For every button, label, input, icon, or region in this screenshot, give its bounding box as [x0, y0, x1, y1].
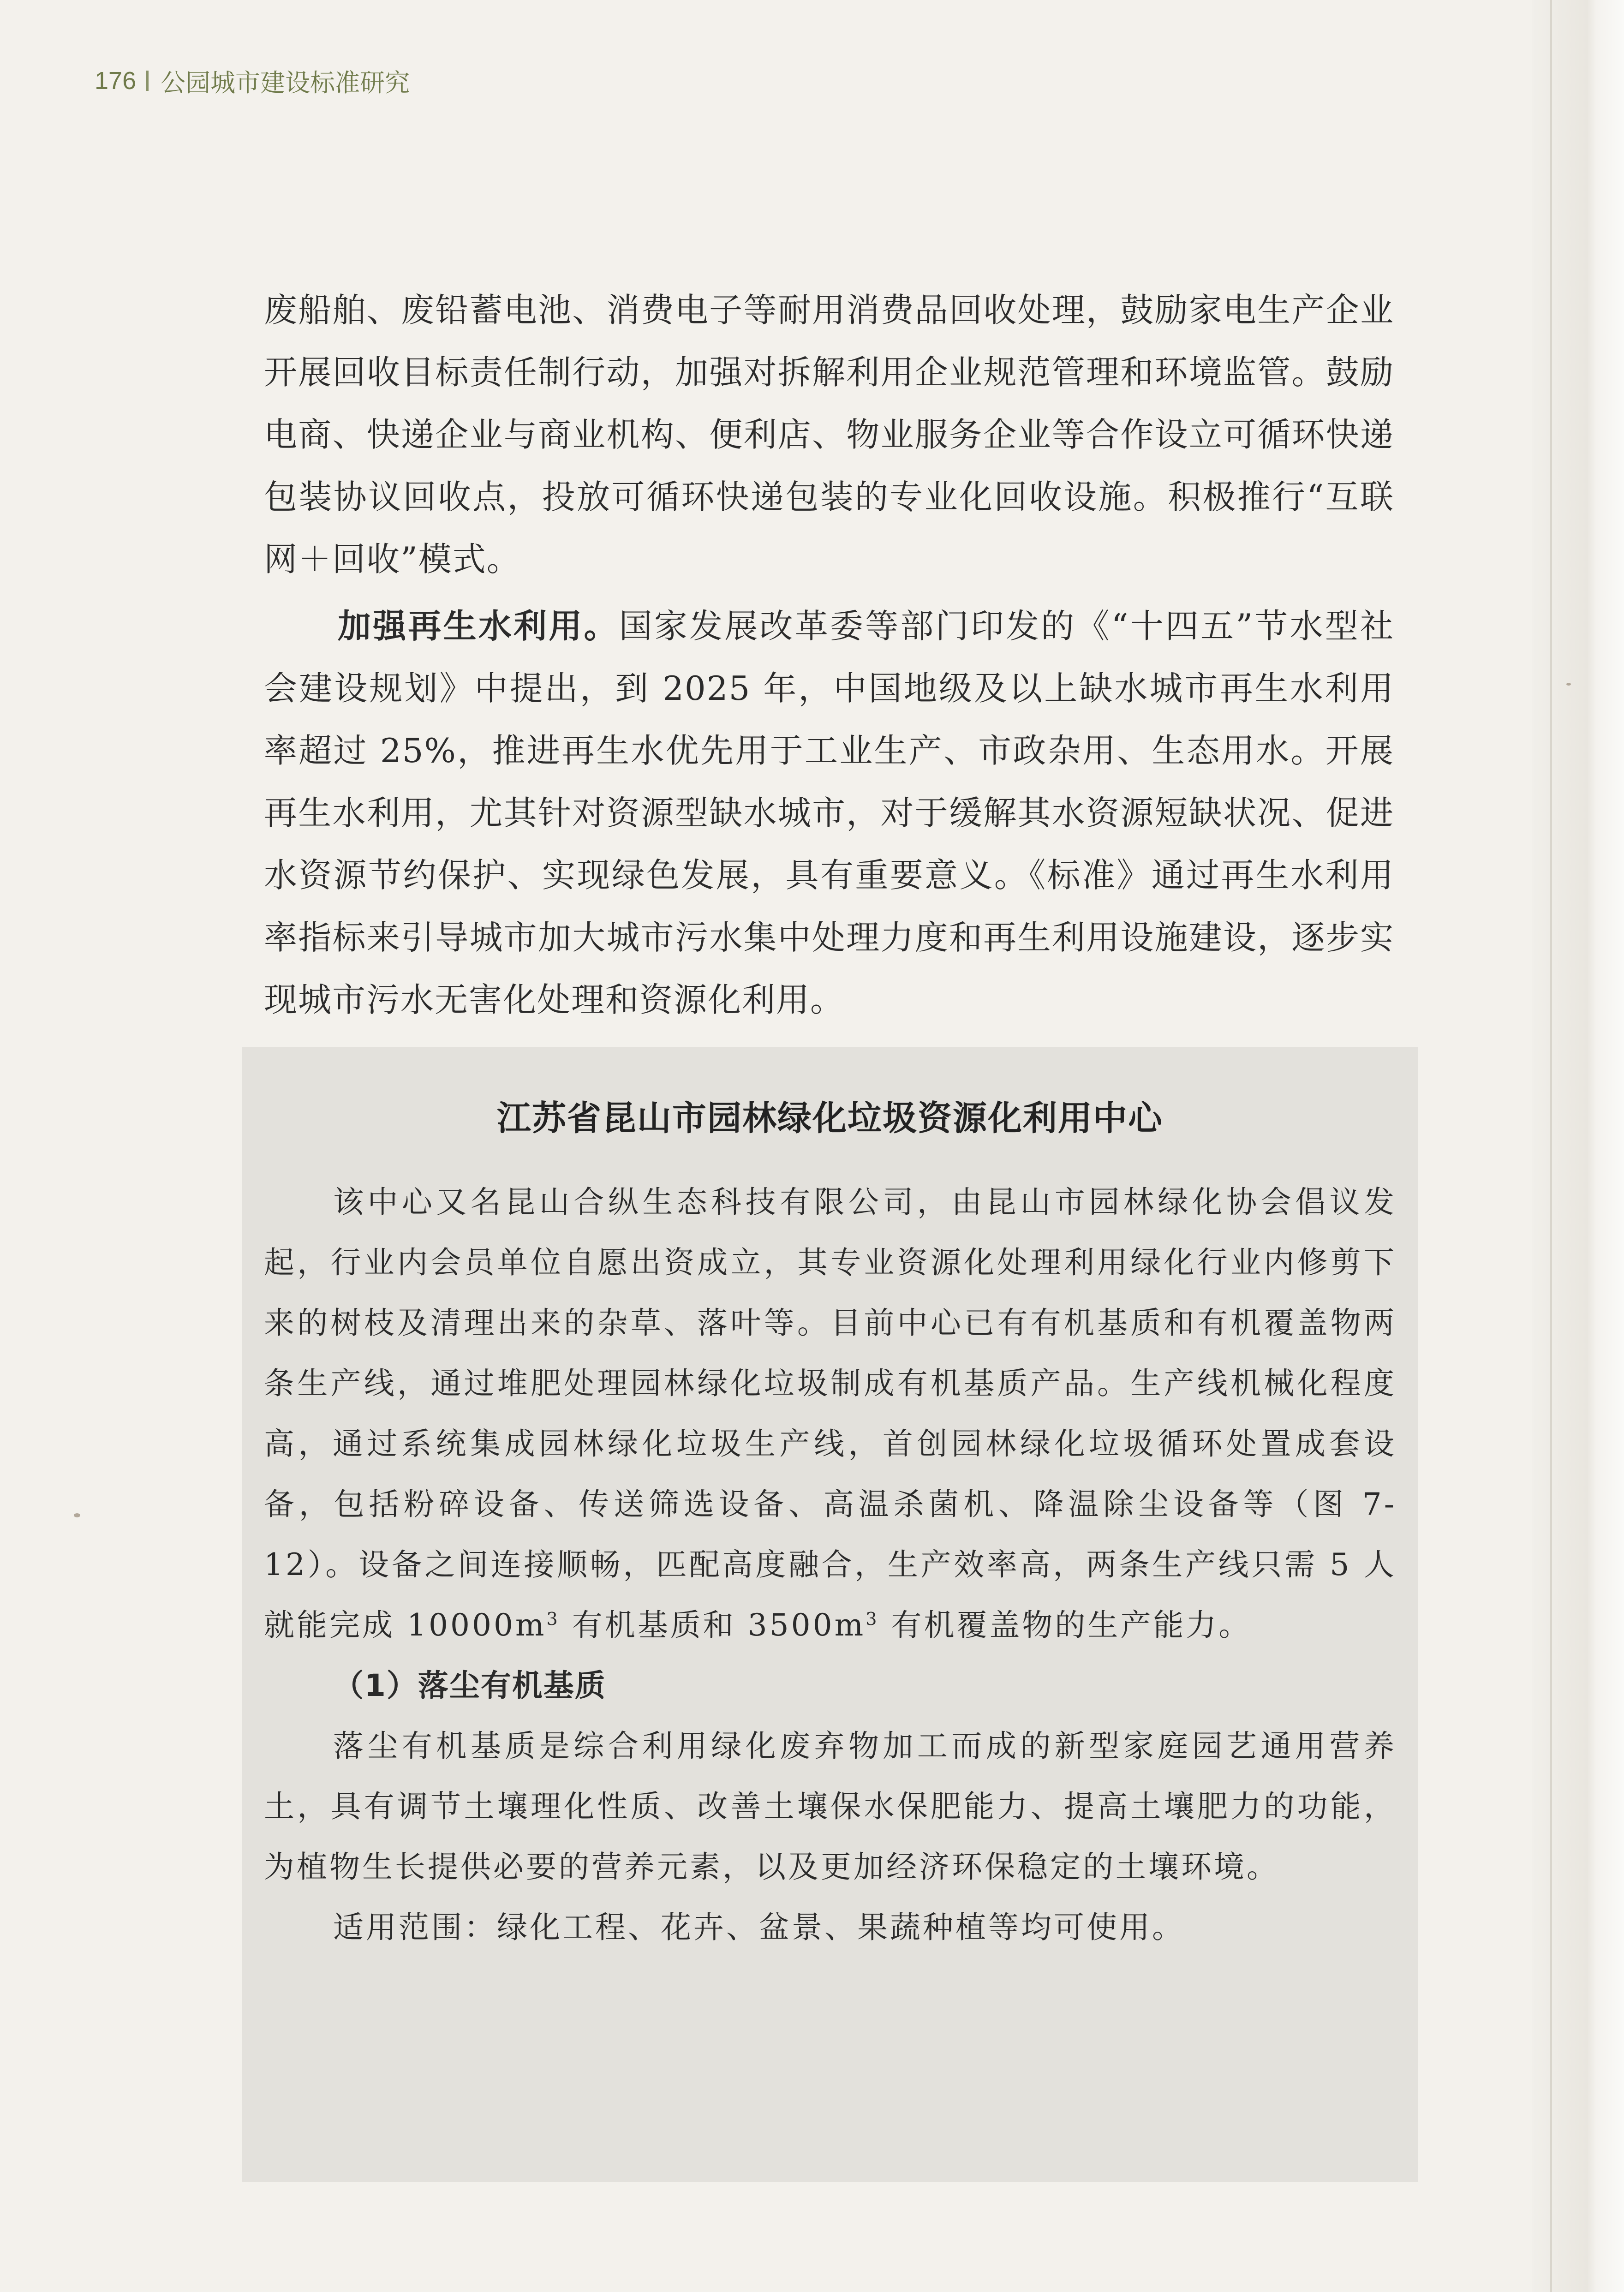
case-study-box: [242, 1047, 1418, 2182]
paper-speck: [1566, 683, 1571, 686]
case-paragraph-2: 落尘有机基质是综合利用绿化废弃物加工而成的新型家庭园艺通用营养土，具有调节土壤理化性质、改善土壤保水保肥能力、提高土壤肥力的功能，为植物生长提供必要的营养元素，以及更加经济环保稳定的土壤环境。: [264, 1728, 1397, 1885]
case-paragraph-1-part-3: 有机覆盖物的生产能力。: [879, 1607, 1252, 1643]
cubic-superscript-1: 3: [546, 1609, 560, 1629]
main-text: [264, 279, 1394, 1031]
main-paragraph-2: [264, 595, 1394, 1031]
case-paragraph-1-part-2: 有机基质和 3500m: [560, 1607, 866, 1643]
case-paragraph-1-part-1: 该中心又名昆山合纵生态科技有限公司，由昆山市园林绿化协会倡议发起，行业内会员单位自愿出资成立，其专业资源化处理利用绿化行业内修剪下来的树枝及清理出来的杂草、落叶等。目前中心已有有机基质和有机覆盖物两条生产线，通过堆肥处理园林绿化垃圾制成有机基质产品。生产线机械化程度高，通过系统集成园林绿化垃圾生产线，首创园林绿化垃圾循环处置成套设备，包括粉碎设备、传送筛选设备、高温杀菌机、降温除尘设备等（图 7-12）。设备之间连接顺畅，匹配高度融合，生产效率高，两条生产线只需 5 人就能完成 10000m: [264, 1184, 1397, 1643]
paragraph-2-body: 国家发展改革委等部门印发的《“十四五”节水型社会建设规划》中提出，到 2025 年，中国地级及以上缺水城市再生水利用率超过 25%，推进再生水优先用于工业生产、市政杂用、生态用水。开展再生水利用，尤其针对资源型缺水城市，对于缓解其水资源短缺状况、促进水资源节约保护、实现绿色发展，具有重要意义。《标准》通过再生水利用率指标来引导城市加大城市污水集中处理力度和再生利用设施建设，逐步实现城市污水无害化处理和资源化利用。: [264, 607, 1394, 1019]
cubic-superscript-2: 3: [866, 1609, 879, 1629]
case-paragraph-1: [264, 1172, 1397, 1655]
case-subheading: （1）落尘有机基质: [333, 1668, 606, 1703]
page-number: 176: [95, 67, 137, 95]
header-separator: [146, 71, 149, 91]
paragraph-lead-heading: 加强再生水利用。: [338, 607, 619, 645]
case-paragraph-3: 适用范围：绿化工程、花卉、盆景、果蔬种植等均可使用。: [333, 1910, 1185, 1945]
running-header: [95, 60, 410, 101]
paper-speck: [74, 1513, 80, 1517]
page-gutter-line: [1550, 0, 1552, 2292]
page-edge-shadow: [1532, 0, 1624, 2292]
book-title: 公园城市建设标准研究: [161, 69, 410, 97]
case-study-body: [264, 1172, 1397, 1958]
main-paragraph-1: 废船舶、废铅蓄电池、消费电子等耐用消费品回收处理，鼓励家电生产企业开展回收目标责任制行动，加强对拆解利用企业规范管理和环境监管。鼓励电商、快递企业与商业机构、便利店、物业服务企业等合作设立可循环快递包装协议回收点，投放可循环快递包装的专业化回收设施。积极推行“互联网＋回收”模式。: [264, 291, 1394, 579]
case-study-title: 江苏省昆山市园林绿化垃圾资源化利用中心: [497, 1098, 1163, 1138]
